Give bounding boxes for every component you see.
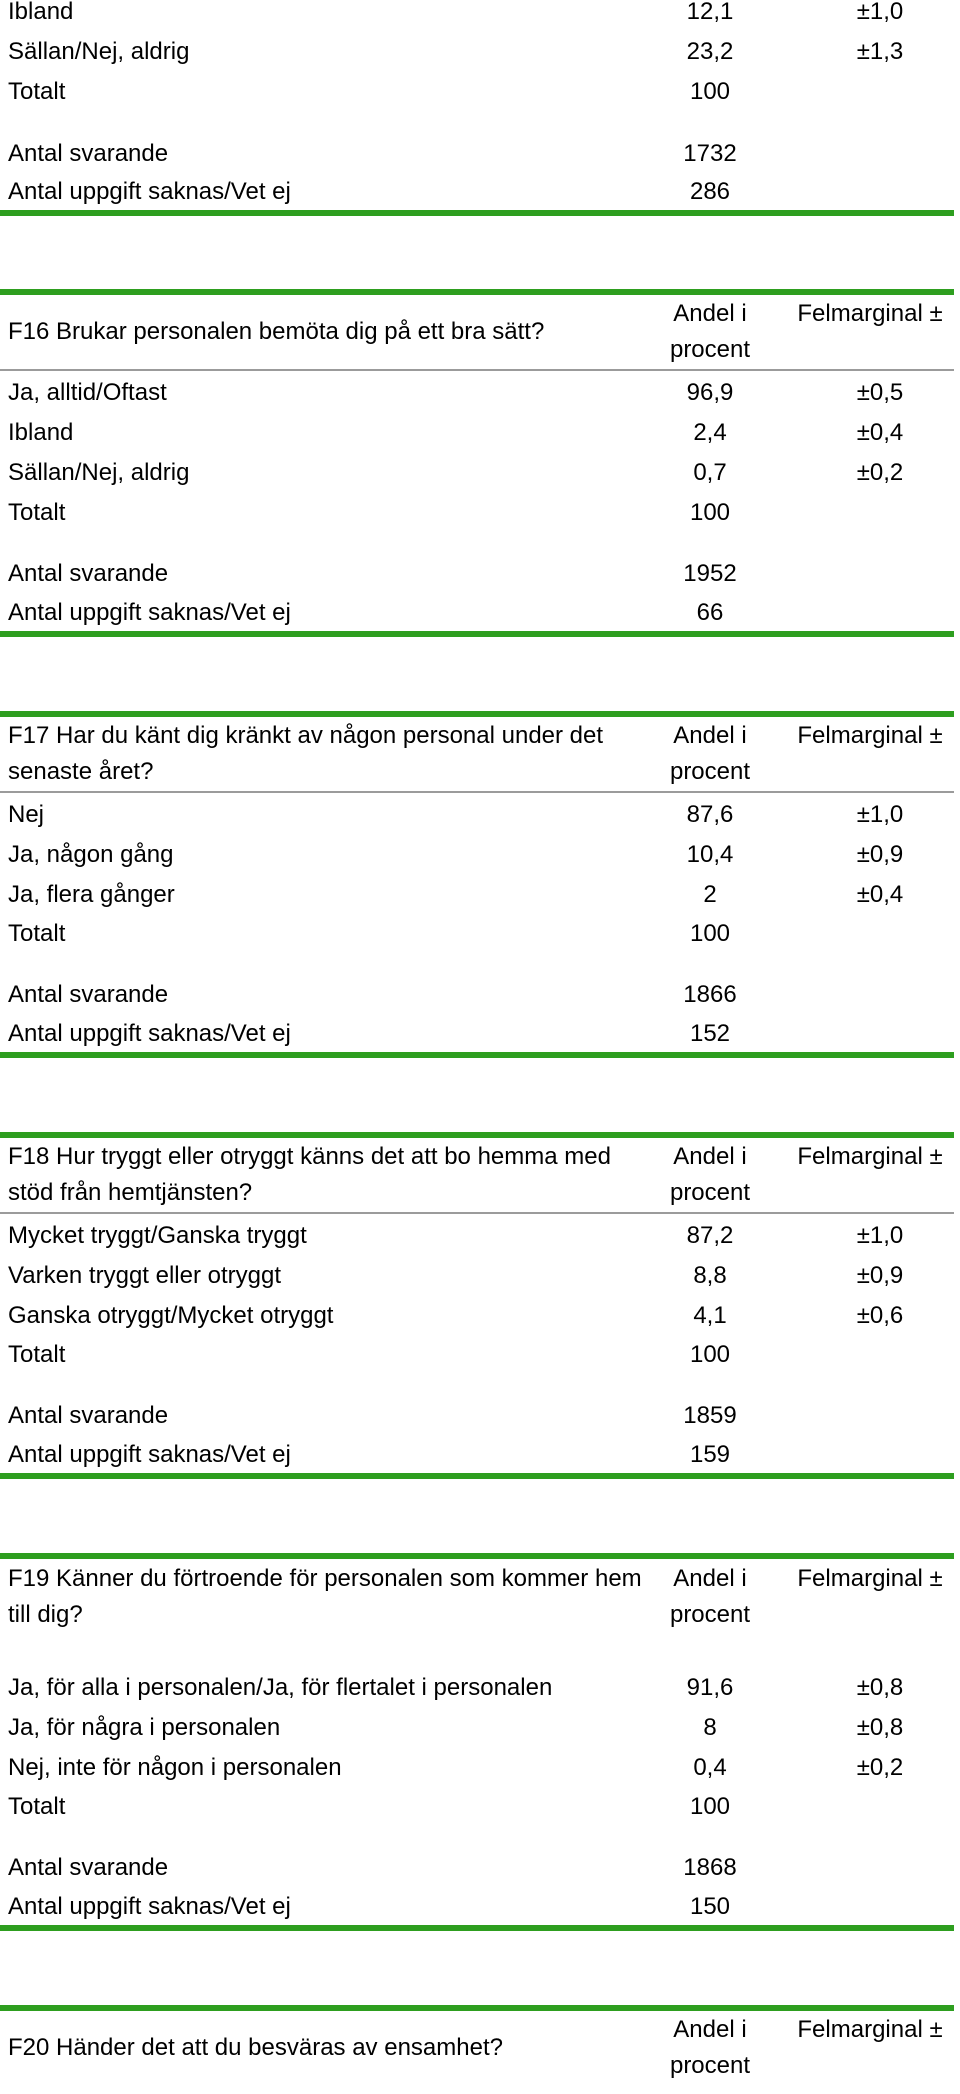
row-label: Ibland (8, 0, 74, 25)
row-value: 0,7 (693, 459, 727, 486)
missing-row (0, 1435, 960, 1475)
row-margin: ±0,2 (856, 459, 904, 486)
table-row (0, 875, 960, 915)
column-header-share: Andel i procent (669, 1143, 751, 1206)
table-row (0, 413, 960, 453)
row-value: 100 (689, 499, 731, 526)
row-label: Ganska otryggt/Mycket otryggt (8, 1302, 334, 1329)
row-value: 4,1 (693, 1302, 727, 1329)
row-margin: ±0,8 (856, 1674, 904, 1701)
row-margin: ±0,4 (856, 881, 904, 908)
row-label: Varken tryggt eller otryggt (8, 1262, 282, 1289)
missing-label: Antal uppgift saknas/Vet ej (8, 178, 291, 205)
row-margin: ±0,9 (856, 1262, 904, 1289)
row-value: 2,4 (693, 419, 727, 446)
table-row (0, 1335, 960, 1375)
table-row (0, 453, 960, 493)
row-value: 100 (689, 1341, 731, 1368)
row-value: 23,2 (686, 38, 734, 65)
missing-label: Antal uppgift saknas/Vet ej (8, 599, 291, 626)
table-row (0, 795, 960, 835)
table-row (0, 1296, 960, 1336)
missing-row (0, 1014, 960, 1054)
header-separator (0, 791, 954, 793)
question-title: F20 Händer det att du besväras av ensamhet? (8, 2034, 503, 2061)
question-title: F19 Känner du förtroende för personalen som kommer hem till dig? (8, 1565, 642, 1628)
respondents-label: Antal svarande (8, 140, 169, 167)
missing-label: Antal uppgift saknas/Vet ej (8, 1020, 291, 1047)
row-value: 91,6 (686, 1674, 734, 1701)
row-margin: ±1,0 (856, 1222, 904, 1249)
section-divider (0, 289, 954, 295)
row-margin: ±0,9 (856, 841, 904, 868)
section-divider (0, 2005, 954, 2011)
question-title: F18 Hur tryggt eller otryggt känns det att bo hemma med stöd från hemtjänsten? (8, 1143, 611, 1206)
table-row (0, 914, 960, 954)
row-label: Ibland (8, 419, 74, 446)
table-row (0, 1256, 960, 1296)
row-value: 100 (689, 78, 731, 105)
missing-label: Antal uppgift saknas/Vet ej (8, 1893, 291, 1920)
row-label: Ja, för några i personalen (8, 1714, 281, 1741)
header-separator (0, 1212, 954, 1214)
section-divider (0, 1925, 954, 1931)
row-label: Totalt (8, 1341, 66, 1368)
row-label: Ja, alltid/Oftast (8, 379, 167, 406)
row-label: Ja, flera gånger (8, 881, 175, 908)
section-divider (0, 1553, 954, 1559)
missing-row (0, 172, 960, 212)
respondents-row (0, 134, 960, 174)
row-label: Ja, någon gång (8, 841, 174, 868)
row-margin: ±0,2 (856, 1754, 904, 1781)
row-value: 96,9 (686, 379, 734, 406)
column-header-margin: Felmarginal ± (797, 300, 943, 327)
table-row (0, 1668, 960, 1708)
column-header-share: Andel i procent (669, 722, 751, 785)
respondents-value: 1859 (683, 1402, 737, 1429)
respondents-label: Antal svarande (8, 981, 169, 1008)
row-margin: ±0,8 (856, 1714, 904, 1741)
missing-value: 150 (689, 1893, 731, 1920)
section-divider (0, 711, 954, 717)
row-label: Ja, för alla i personalen/Ja, för flertalet i personalen (8, 1674, 553, 1701)
respondents-row (0, 975, 960, 1015)
missing-label: Antal uppgift saknas/Vet ej (8, 1441, 291, 1468)
row-label: Sällan/Nej, aldrig (8, 38, 190, 65)
question-title: F17 Har du känt dig kränkt av någon personal under det senaste året? (8, 722, 604, 785)
column-header-margin: Felmarginal ± (797, 2016, 943, 2043)
missing-row (0, 1887, 960, 1927)
row-value: 87,2 (686, 1222, 734, 1249)
row-label: Sällan/Nej, aldrig (8, 459, 190, 486)
table-row (0, 835, 960, 875)
row-label: Totalt (8, 499, 66, 526)
row-value: 100 (689, 1793, 731, 1820)
question-title: F16 Brukar personalen bemöta dig på ett bra sätt? (8, 318, 545, 345)
row-value: 12,1 (686, 0, 734, 25)
missing-row (0, 593, 960, 633)
table-row (0, 1708, 960, 1748)
table-row (0, 0, 960, 32)
row-value: 10,4 (686, 841, 734, 868)
header-separator (0, 369, 954, 371)
column-header-margin: Felmarginal ± (797, 1143, 943, 1170)
row-margin: ±0,6 (856, 1302, 904, 1329)
table-row (0, 493, 960, 533)
section-divider (0, 210, 954, 216)
row-value: 8 (703, 1714, 717, 1741)
section-divider (0, 1052, 954, 1058)
table-row (0, 1787, 960, 1827)
row-value: 0,4 (693, 1754, 727, 1781)
row-value: 100 (689, 920, 731, 947)
table-row (0, 373, 960, 413)
missing-value: 159 (689, 1441, 731, 1468)
row-label: Mycket tryggt/Ganska tryggt (8, 1222, 307, 1249)
row-margin: ±1,0 (856, 0, 904, 25)
respondents-label: Antal svarande (8, 1402, 169, 1429)
section-divider (0, 1473, 954, 1479)
respondents-label: Antal svarande (8, 1854, 169, 1881)
table-row (0, 1216, 960, 1256)
section-divider (0, 1132, 954, 1138)
row-margin: ±1,0 (856, 801, 904, 828)
row-margin: ±0,4 (856, 419, 904, 446)
column-header-share: Andel i procent (669, 1565, 751, 1628)
respondents-value: 1732 (683, 140, 737, 167)
respondents-label: Antal svarande (8, 560, 169, 587)
column-header-margin: Felmarginal ± (797, 1565, 943, 1592)
table-row (0, 32, 960, 72)
column-header-margin: Felmarginal ± (797, 722, 943, 749)
row-label: Totalt (8, 920, 66, 947)
respondents-row (0, 554, 960, 594)
section-divider (0, 631, 954, 637)
missing-value: 66 (696, 599, 724, 626)
row-label: Totalt (8, 1793, 66, 1820)
row-value: 8,8 (693, 1262, 727, 1289)
row-value: 87,6 (686, 801, 734, 828)
respondents-value: 1866 (683, 981, 737, 1008)
row-label: Nej, inte för någon i personalen (8, 1754, 342, 1781)
respondents-value: 1868 (683, 1854, 737, 1881)
row-label: Totalt (8, 78, 66, 105)
respondents-row (0, 1848, 960, 1888)
missing-value: 152 (689, 1020, 731, 1047)
column-header-share: Andel i procent (669, 2016, 751, 2079)
column-header-share: Andel i procent (669, 300, 751, 363)
row-value: 2 (703, 881, 717, 908)
row-margin: ±0,5 (856, 379, 904, 406)
respondents-value: 1952 (683, 560, 737, 587)
row-margin: ±1,3 (856, 38, 904, 65)
table-row (0, 1748, 960, 1788)
missing-value: 286 (689, 178, 731, 205)
respondents-row (0, 1396, 960, 1436)
row-label: Nej (8, 801, 45, 828)
table-row (0, 72, 960, 112)
